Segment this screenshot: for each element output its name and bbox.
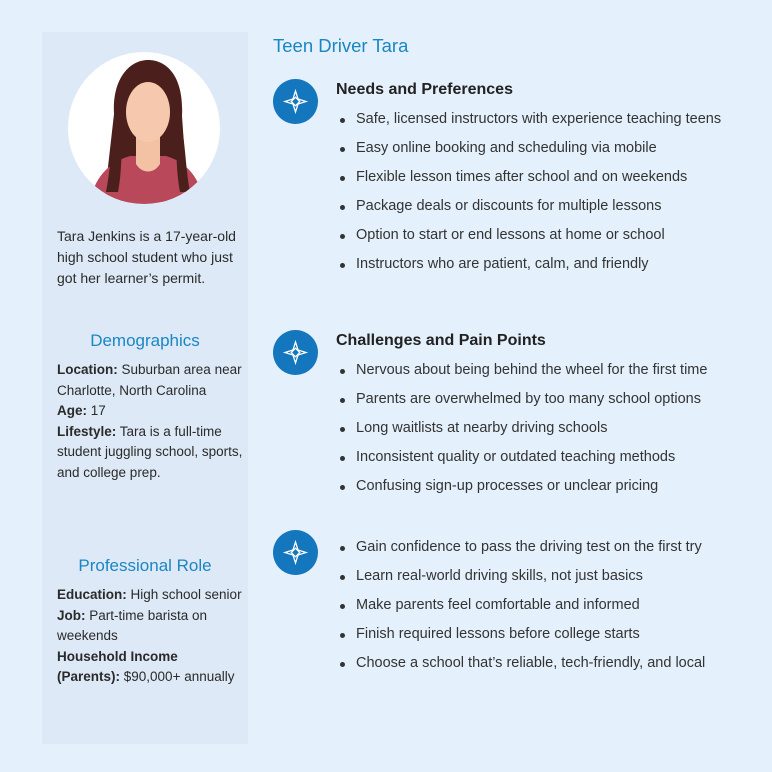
diamond-sparkle-icon — [273, 530, 318, 575]
persona-title: Teen Driver Tara — [273, 35, 409, 56]
education-value: High school senior — [126, 587, 242, 602]
list-item: Nervous about being behind the wheel for the first time — [336, 360, 736, 381]
demographics-heading: Demographics — [90, 331, 200, 350]
age-value: 17 — [87, 403, 106, 418]
list-item: Inconsistent quality or outdated teaching methods — [336, 447, 736, 468]
list-item: Safe, licensed instructors with experience teaching teens — [336, 109, 736, 130]
avatar-illustration — [68, 52, 220, 204]
location-label: Location: — [57, 362, 118, 377]
demographics-details — [57, 360, 243, 483]
professional-role-heading: Professional Role — [78, 556, 212, 575]
diamond-sparkle-icon — [273, 79, 318, 124]
list-item: Easy online booking and scheduling via mobile — [336, 138, 736, 159]
lifestyle-value: Tara is a full-time student juggling school, sports, and college prep. — [57, 423, 243, 480]
location-value: Suburban area near Charlotte, North Carolina — [57, 362, 242, 398]
persona-bio: Tara Jenkins is a 17-year-old high school student who just got her learner’s permit. — [57, 228, 236, 286]
goals-list — [336, 537, 736, 682]
list-item: Parents are overwhelmed by too many school options — [336, 389, 736, 410]
section-title-needs: Needs and Preferences — [336, 81, 513, 98]
list-item: Option to start or end lessons at home or school — [336, 225, 736, 246]
list-item: Make parents feel comfortable and informed — [336, 595, 736, 616]
education-label: Education: — [57, 587, 127, 602]
income-label: Household Income (Parents): — [57, 648, 178, 684]
list-item: Package deals or discounts for multiple lessons — [336, 196, 736, 217]
job-value: Part-time barista on weekends — [57, 607, 208, 643]
age-label: Age: — [57, 403, 87, 418]
list-item: Confusing sign-up processes or unclear pricing — [336, 476, 736, 497]
list-item: Long waitlists at nearby driving schools — [336, 418, 736, 439]
list-item: Instructors who are patient, calm, and friendly — [336, 254, 736, 275]
job-label: Job: — [57, 607, 86, 623]
list-item: Gain confidence to pass the driving test on the first try — [336, 537, 736, 558]
income-value: $90,000+ annually — [120, 669, 235, 684]
section-title-challenges: Challenges and Pain Points — [336, 332, 546, 349]
list-item: Flexible lesson times after school and on weekends — [336, 167, 736, 188]
list-item: Finish required lessons before college starts — [336, 624, 736, 645]
needs-list — [336, 109, 736, 283]
diamond-sparkle-icon — [273, 330, 318, 375]
list-item: Learn real-world driving skills, not just basics — [336, 566, 736, 587]
challenges-list — [336, 360, 736, 505]
list-item: Choose a school that’s reliable, tech-friendly, and local — [336, 653, 736, 674]
lifestyle-label: Lifestyle: — [57, 423, 117, 439]
professional-details — [57, 585, 243, 688]
avatar — [68, 52, 220, 204]
